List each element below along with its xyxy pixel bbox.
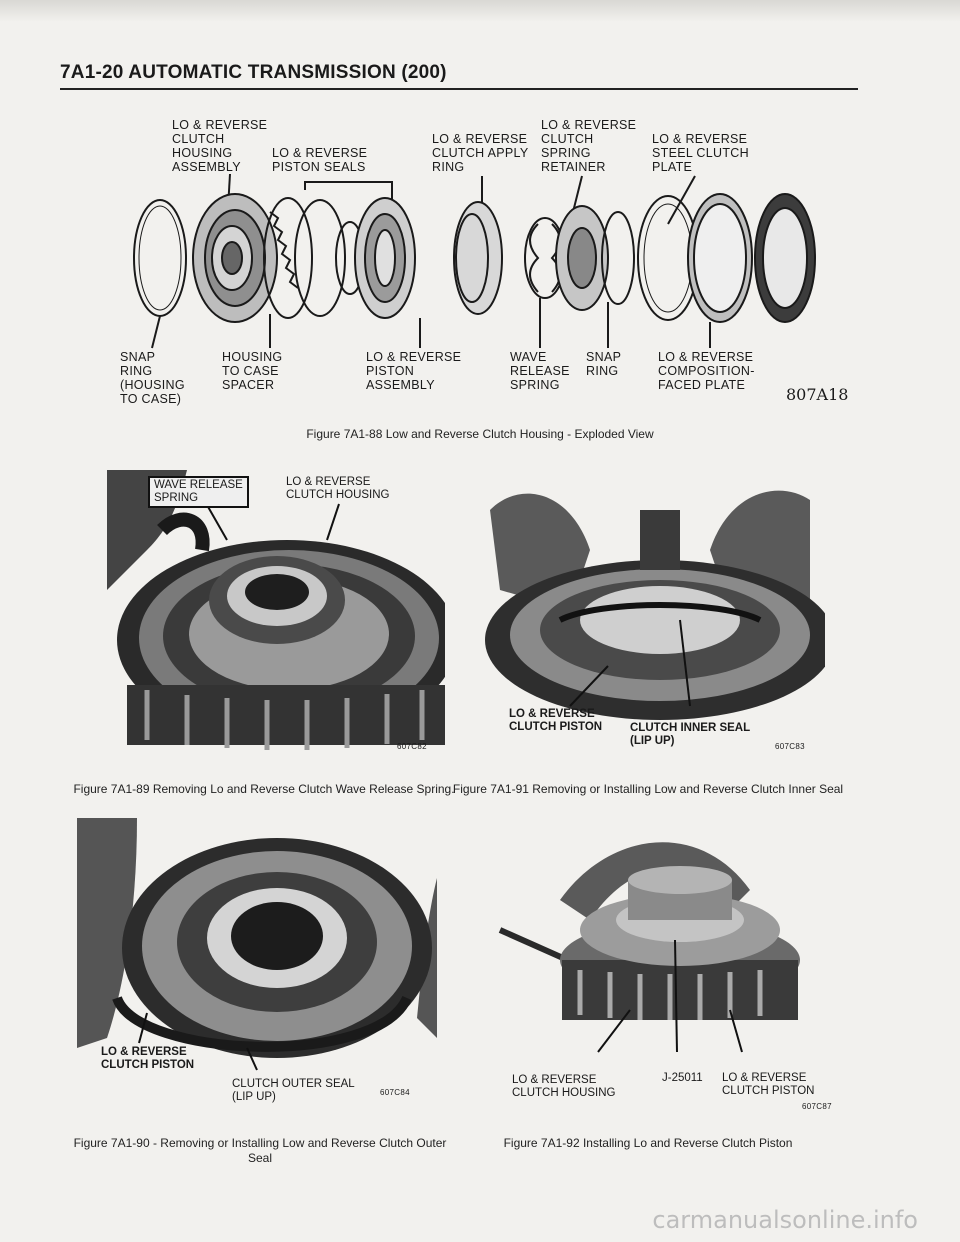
photo-code: 607C82 xyxy=(397,742,427,751)
exploded-view-diagram xyxy=(120,172,840,350)
label-clutch-apply-ring: LO & REVERSE CLUTCH APPLY RING xyxy=(432,132,529,174)
figure-caption: Figure 7A1-90 - Removing or Installing Low and Reverse Clutch Outer Seal xyxy=(73,1136,447,1165)
photo-code: 607C87 xyxy=(802,1102,832,1111)
figure-caption: Figure 7A1-91 Removing or Installing Low and Reverse Clutch Inner Seal xyxy=(452,782,844,796)
photo-code: 607C83 xyxy=(775,742,805,751)
label-clutch-housing-assembly: LO & REVERSE CLUTCH HOUSING ASSEMBLY xyxy=(172,118,268,174)
callout-lo-reverse-clutch-piston: LO & REVERSE CLUTCH PISTON xyxy=(509,708,603,733)
page-top-shade xyxy=(0,0,960,22)
label-composition-faced-plate: LO & REVERSE COMPOSITION- FACED PLATE xyxy=(658,350,755,392)
callout-lo-reverse-clutch-housing: LO & REVERSE CLUTCH HOUSING xyxy=(286,476,390,501)
callout-lo-reverse-clutch-piston: LO & REVERSE CLUTCH PISTON xyxy=(101,1046,195,1071)
label-piston-assembly: LO & REVERSE PISTON ASSEMBLY xyxy=(366,350,462,392)
label-spring-retainer: LO & REVERSE CLUTCH SPRING RETAINER xyxy=(541,118,637,174)
callout-lo-reverse-clutch-housing: LO & REVERSE CLUTCH HOUSING xyxy=(512,1074,616,1099)
label-steel-clutch-plate: LO & REVERSE STEEL CLUTCH PLATE xyxy=(652,132,749,174)
photo-code: 607C84 xyxy=(380,1088,410,1097)
label-wave-release-spring: WAVE RELEASE SPRING xyxy=(510,350,570,392)
label-piston-seals: LO & REVERSE PISTON SEALS xyxy=(272,146,368,174)
photo-figure-91 xyxy=(480,470,825,720)
label-housing-to-case-spacer: HOUSING TO CASE SPACER xyxy=(222,350,283,392)
page-title: 7A1-20 AUTOMATIC TRANSMISSION (200) xyxy=(60,62,447,83)
figure-code: 807A18 xyxy=(786,385,849,404)
header-rule xyxy=(60,88,858,90)
callout-lo-reverse-clutch-piston: LO & REVERSE CLUTCH PISTON xyxy=(722,1072,815,1097)
label-snap-ring: SNAP RING xyxy=(586,350,622,378)
photo-figure-89 xyxy=(107,470,445,760)
photo-figure-92 xyxy=(480,820,830,1060)
label-snap-ring-housing-to-case: SNAP RING (HOUSING TO CASE) xyxy=(120,350,185,406)
callout-clutch-inner-seal: CLUTCH INNER SEAL (LIP UP) xyxy=(630,722,751,747)
callout-wave-release-spring: WAVE RELEASE SPRING xyxy=(148,476,249,508)
figure-caption: Figure 7A1-88 Low and Reverse Clutch Housing - Exploded View xyxy=(306,427,654,441)
callout-tool-j25011: J-25011 xyxy=(662,1072,703,1084)
watermark: carmanualsonline.info xyxy=(652,1206,918,1234)
figure-caption: Figure 7A1-92 Installing Lo and Reverse Clutch Piston xyxy=(503,1136,793,1150)
figure-caption: Figure 7A1-89 Removing Lo and Reverse Clutch Wave Release Spring. xyxy=(73,782,455,796)
callout-clutch-outer-seal: CLUTCH OUTER SEAL (LIP UP) xyxy=(232,1078,355,1103)
